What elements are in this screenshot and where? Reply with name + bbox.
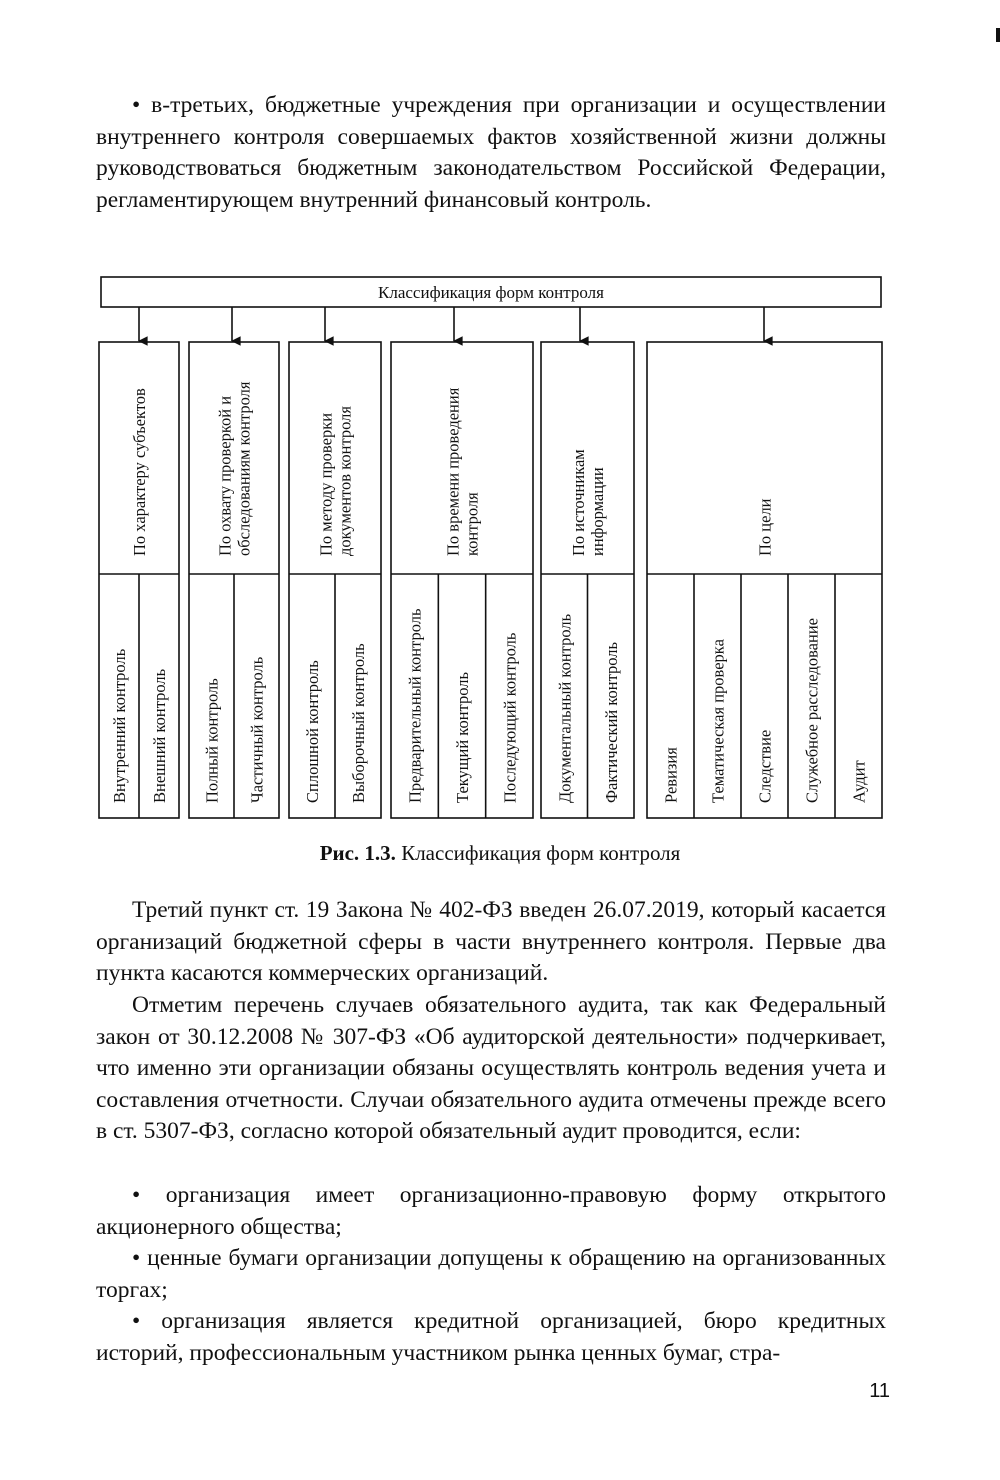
bullet-2: • ценные бумаги организации допущены к обращению на организованных торгах; xyxy=(96,1245,886,1303)
paragraph-2: Отметим перечень случаев обязательного аудита, так как Федеральный закон от 30.12.2008 № 307-ФЗ «Об аудиторской деятельности» подчеркивает, что именно эти организации обязаны осуществлять контроль ведения учета и составления отчетности. Случаи обязательного аудита отмечены прежде всего в ст. 5307-ФЗ, согласно которой обязательный аудит проводится, если: xyxy=(96,992,886,1144)
item-label: Полный контроль xyxy=(202,678,222,803)
caption-label: Рис. 1.3. xyxy=(319,841,396,865)
bullet-3: • организация является кредитной организацией, бюро кредитных историй, профессиональным участником рынка ценных бумаг, стра- xyxy=(96,1308,886,1366)
item-label: Служебное расследование xyxy=(802,618,822,803)
item-label: Следствие xyxy=(755,729,775,803)
root-label: Классификация форм контроля xyxy=(378,283,604,302)
group-label: По времени проведения xyxy=(443,387,463,556)
item-label: Частичный контроль xyxy=(247,656,267,803)
item-label: Тематическая проверка xyxy=(708,639,728,803)
item-label: Сплошной контроль xyxy=(303,660,322,803)
item-label: Внутренний контроль xyxy=(110,648,129,803)
group-label: По охвату проверкой и xyxy=(215,395,235,556)
item-label: Последующий контроль xyxy=(500,632,520,803)
group-label: По источникам xyxy=(569,449,588,556)
item-label: Документальный контроль xyxy=(555,613,575,803)
intro-paragraph: • в-третьих, бюджетные учреждения при организации и осуществлении внутреннего контроля совершаемых фактов хозяйственной жизни должны руководствоваться бюджетным законодательством Российской Федерации, регламентирующем внутренний финансовый контроль. xyxy=(96,92,886,213)
item-label: Ревизия xyxy=(661,747,681,803)
caption-text: Классификация форм контроля xyxy=(401,841,681,865)
group-label: По характеру субъектов xyxy=(130,388,149,556)
bullet-1: • организация имеет организационно-правовую форму открытого акционерного общества; xyxy=(96,1182,886,1240)
item-label: Предварительный контроль xyxy=(405,608,425,803)
paragraph-1: Третий пункт ст. 19 Закона № 402-ФЗ введен 26.07.2019, который касается организаций бюджетной сферы в части внутреннего контроля. Первые два пункта касаются коммерческих организаций. xyxy=(96,897,886,986)
item-label: Выборочный контроль xyxy=(349,643,368,803)
page-number: 11 xyxy=(869,1380,890,1402)
group-label: обследованиям контроля xyxy=(234,381,254,556)
figure-caption xyxy=(0,841,1000,866)
item-label: Аудит xyxy=(849,760,869,803)
group-label: По методу проверки xyxy=(316,412,336,556)
group-label: контроля xyxy=(462,492,482,556)
item-label: Фактический контроль xyxy=(601,641,621,803)
group-label: По цели xyxy=(755,498,775,556)
item-label: Текущий контроль xyxy=(453,671,472,803)
item-label: Внешний контроль xyxy=(150,668,169,803)
group-label: документов контроля xyxy=(335,406,355,556)
group-label: информации xyxy=(588,467,607,556)
